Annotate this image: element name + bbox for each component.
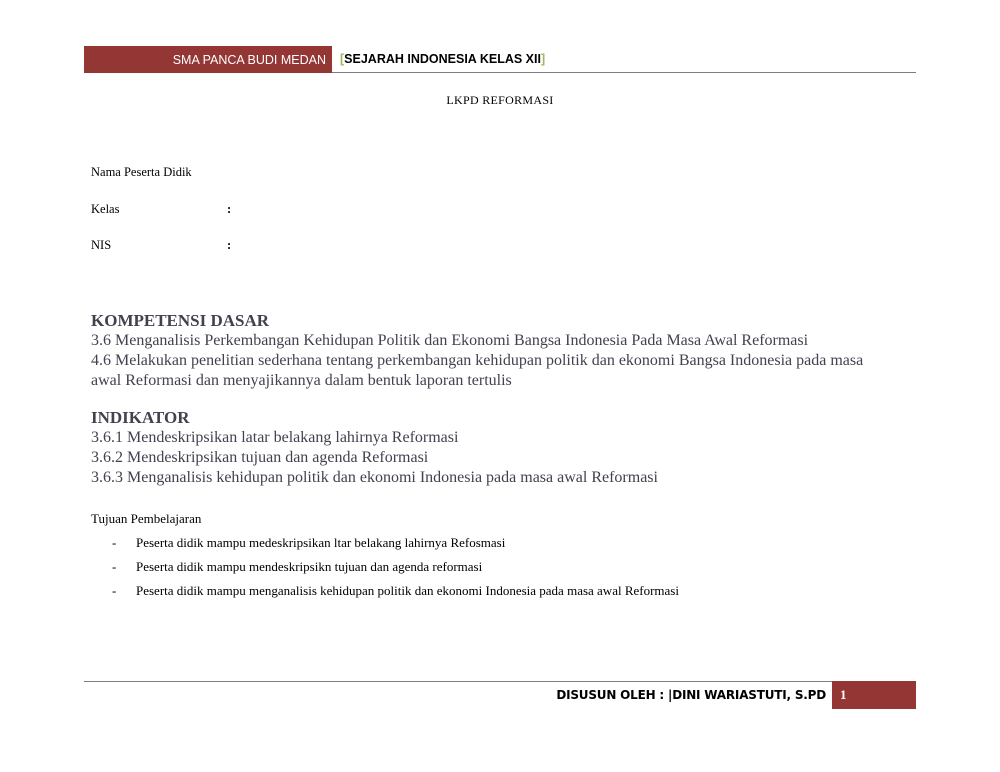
indikator-heading: INDIKATOR	[91, 408, 190, 427]
kompetensi-item: 3.6 Menganalisis Perkembangan Kehidupan Politik dan Ekonomi Bangsa Indonesia Pada Masa Awal Reformasi	[91, 332, 809, 349]
footer-author: DISUSUN OLEH : |DINI WARIASTUTI, S.PD	[556, 688, 826, 702]
field-label-nis: NIS	[91, 238, 112, 252]
field-label-nama: Nama Peserta Didik	[91, 165, 192, 179]
field-colon-nis: :	[227, 238, 232, 252]
page-number: 1	[840, 687, 847, 702]
field-label-kelas: Kelas	[91, 202, 120, 216]
bullet-dash: -	[112, 583, 117, 598]
header-subject	[340, 52, 545, 66]
page-number-box	[832, 681, 916, 709]
tujuan-item-text: Peserta didik mampu menganalisis kehidupan politik dan ekonomi Indonesia pada masa awal Reformasi	[136, 583, 679, 598]
indikator-item: 3.6.3 Menganalisis kehidupan politik dan ekonomi Indonesia pada masa awal Reformasi	[91, 469, 658, 486]
indikator-section	[91, 408, 921, 488]
bullet-dash: -	[112, 559, 117, 574]
tujuan-item	[112, 559, 482, 575]
tujuan-heading: Tujuan Pembelajaran	[91, 511, 202, 526]
bullet-dash: -	[112, 535, 117, 550]
field-colon-kelas: :	[227, 202, 232, 216]
kompetensi-heading: KOMPETENSI DASAR	[91, 311, 270, 330]
header-school-banner	[84, 46, 332, 73]
footer-rule	[84, 681, 832, 682]
document-title: LKPD REFORMASI	[446, 93, 554, 107]
indikator-item: 3.6.1 Mendeskripsikan latar belakang lahirnya Reformasi	[91, 429, 459, 446]
header-rule	[332, 72, 916, 73]
tujuan-item	[112, 583, 679, 599]
indikator-item: 3.6.2 Mendeskripsikan tujuan dan agenda Reformasi	[91, 449, 429, 466]
subject-name: SEJARAH INDONESIA KELAS XII	[344, 52, 541, 66]
tujuan-item-text: Peserta didik mampu medeskripsikan ltar belakang lahirnya Refosmasi	[136, 535, 506, 550]
kompetensi-section	[91, 311, 921, 391]
tujuan-item-text: Peserta didik mampu mendeskripsikn tujuan dan agenda reformasi	[136, 559, 483, 574]
kompetensi-item: 4.6 Melakukan penelitian sederhana tentang perkembangan kehidupan politik dan ekonomi Bangsa Indonesia pada masa awal Reformasi dan menyajikannya dalam bentuk laporan tertulis	[91, 352, 864, 389]
school-name: SMA PANCA BUDI MEDAN	[172, 52, 326, 67]
bracket-close: ]	[540, 52, 546, 66]
bracket-open: [	[340, 52, 345, 66]
tujuan-item	[112, 535, 505, 551]
